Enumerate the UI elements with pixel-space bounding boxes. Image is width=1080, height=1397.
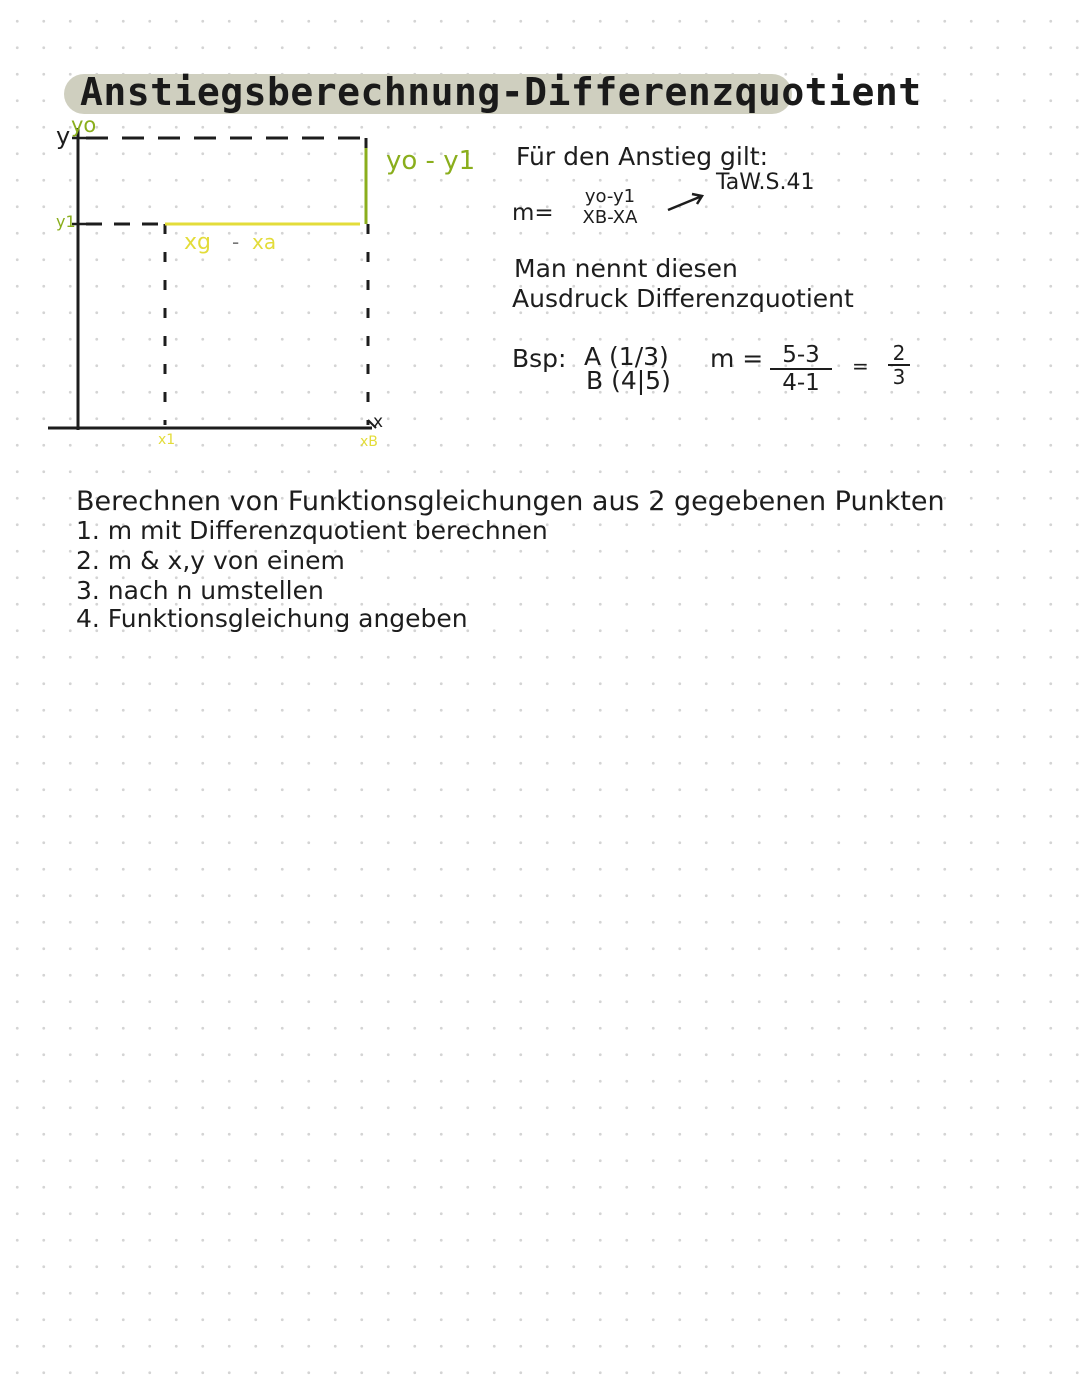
slope-denominator: XB-XA: [582, 207, 638, 228]
step-2: 2. m & x,y von einem: [76, 546, 345, 575]
y0-axis-label: yo: [71, 113, 97, 137]
example-equals: =: [852, 354, 869, 378]
dx-label-b: xa: [252, 230, 277, 254]
formula-reference: TaW.S.41: [716, 170, 815, 195]
step-1: 1. m mit Differenzquotient berechnen: [76, 516, 548, 545]
y-axis-label: y: [56, 122, 71, 150]
formula-m-label: m=: [512, 200, 554, 226]
example-result: [888, 342, 910, 388]
example-result-numerator: 2: [892, 341, 906, 365]
slope-fraction: [568, 186, 652, 228]
x1-axis-label: x1: [158, 432, 176, 448]
y1-axis-label: y1: [56, 212, 76, 231]
formula-intro: Für den Anstieg gilt:: [516, 142, 769, 171]
dx-minus: -: [232, 230, 240, 254]
example-label: Bsp:: [512, 344, 567, 373]
example-denominator: 4-1: [770, 368, 832, 396]
dx-label-a: xg: [184, 230, 211, 255]
example-fraction: [770, 342, 832, 396]
dy-label: yo - y1: [386, 146, 476, 176]
xb-axis-label: xB: [360, 434, 378, 450]
steps-heading: Berechnen von Funktionsgleichungen aus 2 gegebenen Punkten: [76, 486, 945, 517]
example-point-a: A (1/3): [584, 342, 669, 371]
example-m-label: m =: [710, 344, 764, 373]
x-axis-label: x: [373, 412, 384, 432]
example-result-denominator: 3: [888, 364, 910, 388]
naming-line-1: Man nennt diesen: [514, 254, 738, 283]
example-point-b: B (4|5): [586, 366, 671, 395]
example-numerator: 5-3: [782, 342, 820, 368]
step-4: 4. Funktionsgleichung angeben: [76, 604, 468, 633]
naming-line-2: Ausdruck Differenzquotient: [512, 284, 854, 313]
step-3: 3. nach n umstellen: [76, 576, 324, 605]
page-title: Anstiegsberechnung-Differenzquotient: [80, 70, 922, 114]
slope-numerator: yo-y1: [584, 186, 636, 207]
